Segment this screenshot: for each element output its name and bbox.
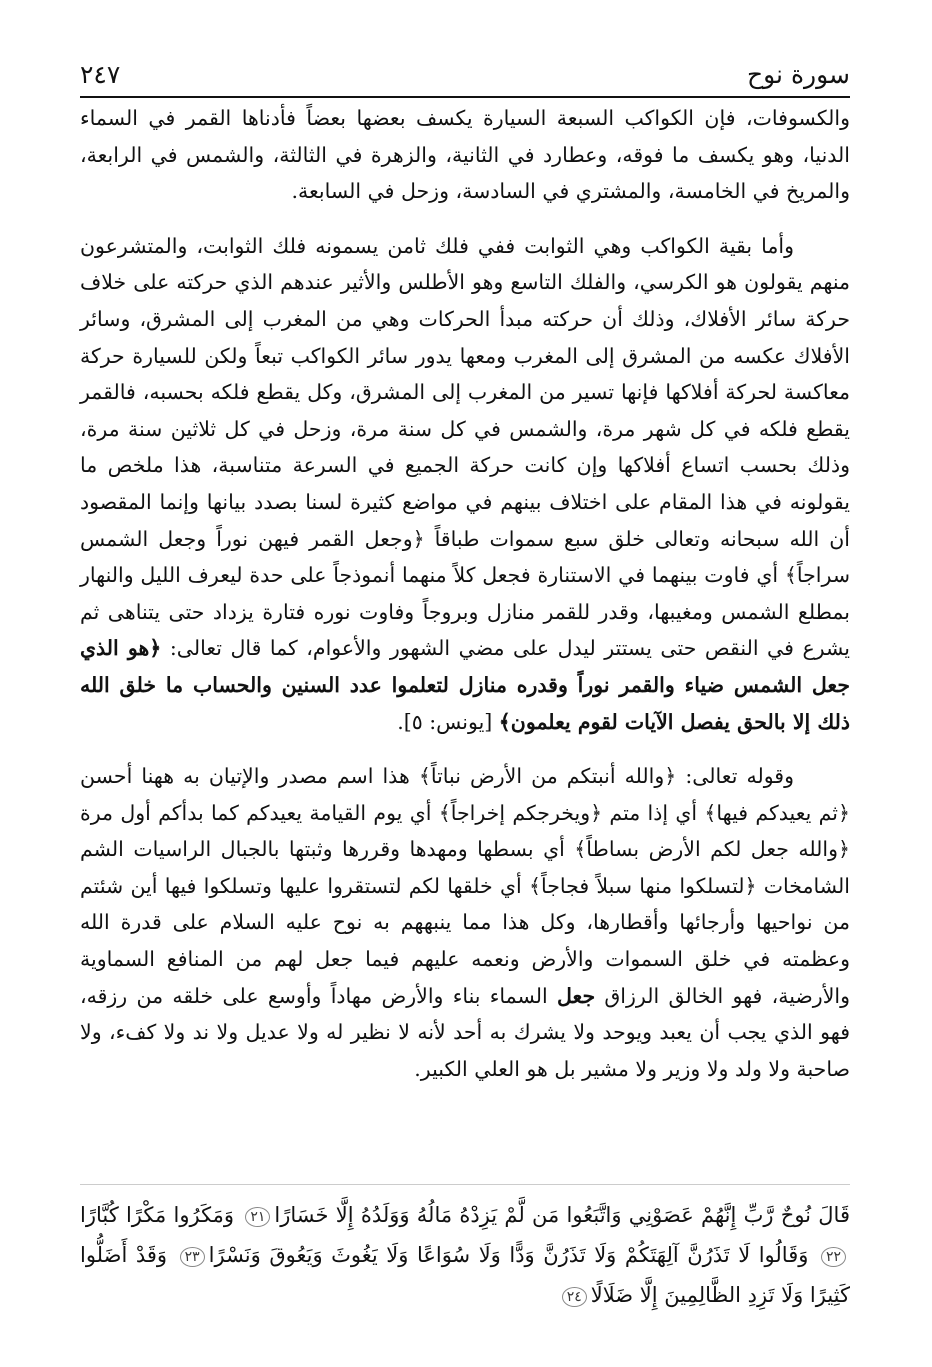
quran-verses	[80, 1195, 850, 1315]
quran-quote: ﴿هو الذي جعل الشمس ضياء والقمر نوراً وقدره منازل لتعلموا عدد السنين والحساب ما خلق الله ذلك إلا بالحق يفصل الآيات لقوم يعلمون﴾	[80, 636, 850, 734]
page-number: ٢٤٧	[80, 60, 121, 89]
citation: [يونس: ٥].	[397, 709, 499, 734]
ayah-number: ٢٣	[180, 1247, 205, 1267]
paragraph-text: السماء بناء والأرض مهاداً وأوسع على خلقه من رزقه، فهو الذي يجب أن يعبد ويوحد ولا يشرك به أحد لأنه لا نظير له ولا عديل ولا ند ولا كفء، ولا صاحبة ولا ولد ولا وزير ولا مشير بل هو العلي الكبير.	[80, 983, 850, 1081]
verse-text: وَقَالُوا لَا تَذَرُنَّ آلِهَتَكُمْ وَلَا تَذَرُنَّ وَدًّا وَلَا سُوَاعًا وَلَا يَغُوثَ وَيَعُوقَ وَنَسْرًا	[208, 1243, 809, 1267]
ayah-number: ٢٢	[821, 1247, 846, 1267]
paragraph-3	[80, 758, 850, 1087]
commentary-body	[80, 100, 850, 1087]
paragraph-text: وقوله تعالى: ﴿والله أنبتكم من الأرض نباتاً﴾ هذا اسم مصدر والإتيان به ههنا أحسن ﴿ثم يعيدكم فيها﴾ أي إذا متم ﴿ويخرجكم إخراجاً﴾ أي يوم القيامة يعيدكم كما بدأكم أول مرة ﴿والله جعل لكم الأرض بساطاً﴾ أي بسطها ومهدها وقررها وثبتها بالجبال الراسيات الشم الشامخات ﴿لتسلكوا منها سبلاً فجاجاً﴾ أي خلقها لكم لتستقروا عليها وتسلكوا فيها أين شئتم من نواحيها وأرجائها وأقطارها، وكل هذا مما ينبههم به نوح عليه السلام على قدرة الله وعظمته في خلق السموات والأرض ونعمه عليهم فيما جعل لهم من المنافع السماوية والأرضية، فهو الخالق الرزاق	[80, 764, 850, 1008]
surah-title: سورة نوح	[747, 60, 850, 89]
ayah-number: ٢٤	[562, 1287, 587, 1307]
paragraph-2	[80, 228, 850, 740]
page-header	[80, 58, 850, 98]
ayah-number: ٢١	[245, 1207, 270, 1227]
verse-text: وَقَدْ أَضَلُّوا كَثِيرًا وَلَا تَزِدِ الظَّالِمِينَ إِلَّا ضَلَالًا	[80, 1243, 850, 1307]
paragraph-text: وأما بقية الكواكب وهي الثوابت ففي فلك ثامن يسمونه فلك الثوابت، والمتشرعون منهم يقولون هو الكرسي، والفلك التاسع وهو الأطلس والأثير عندهم الذي حركته على خلاف حركة سائر الأفلاك، وذلك أن حركته مبدأ الحركات وهي من المغرب إلى المشرق، وسائر الأفلاك عكسه من المشرق إلى المغرب ومعها يدور سائر الكواكب تبعاً ولكن للسيارة حركة معاكسة لحركة أفلاكها فإنها تسير من المغرب إلى المشرق، وكل يقطع فلكه بحسبه، فالقمر يقطع فلكه في كل شهر مرة، والشمس في كل سنة مرة، وزحل في كل ثلاثين سنة مرة، وذلك بحسب اتساع أفلاكها وإن كانت حركة الجميع في السرعة متناسبة، هذا ملخص ما يقولونه في هذا المقام على اختلاف بينهم في مواضع كثيرة لسنا بصدد بيانها وإنما المقصود أن الله سبحانه وتعالى خلق سبع سموات طباقاً ﴿وجعل القمر فيهن نوراً وجعل الشمس سراجاً﴾ أي فاوت بينهما في الاستنارة فجعل كلاً منهما أنموذجاً على حدة ليعرف الليل والنهار بمطلع الشمس ومغيبها، وقدر للقمر منازل وبروجاً وفاوت نوره فتارة يزداد حتى يتناهى ثم يشرع في النقص حتى يستتر ليدل على مضي الشهور والأعوام، كما قال تعالى:	[80, 233, 850, 661]
verse-text: وَمَكَرُوا مَكْرًا كُبَّارًا	[80, 1203, 235, 1227]
paragraph-1	[80, 100, 850, 210]
section-divider	[80, 1184, 850, 1185]
emphasis-word: جعل	[557, 983, 596, 1008]
paragraph-text: والكسوفات، فإن الكواكب السبعة السيارة يكسف بعضها بعضاً فأدناها القمر في السماء الدنيا، وهو يكسف ما فوقه، وعطارد في الثانية، والزهرة في الثالثة، والشمس في الرابعة، والمريخ في الخامسة، والمشتري في السادسة، وزحل في السابعة.	[80, 106, 850, 204]
verse-text: قَالَ نُوحٌ رَّبِّ إِنَّهُمْ عَصَوْنِي وَاتَّبَعُوا مَن لَّمْ يَزِدْهُ مَالُهُ وَوَلَدُهُ إِلَّا خَسَارًا	[274, 1203, 850, 1227]
